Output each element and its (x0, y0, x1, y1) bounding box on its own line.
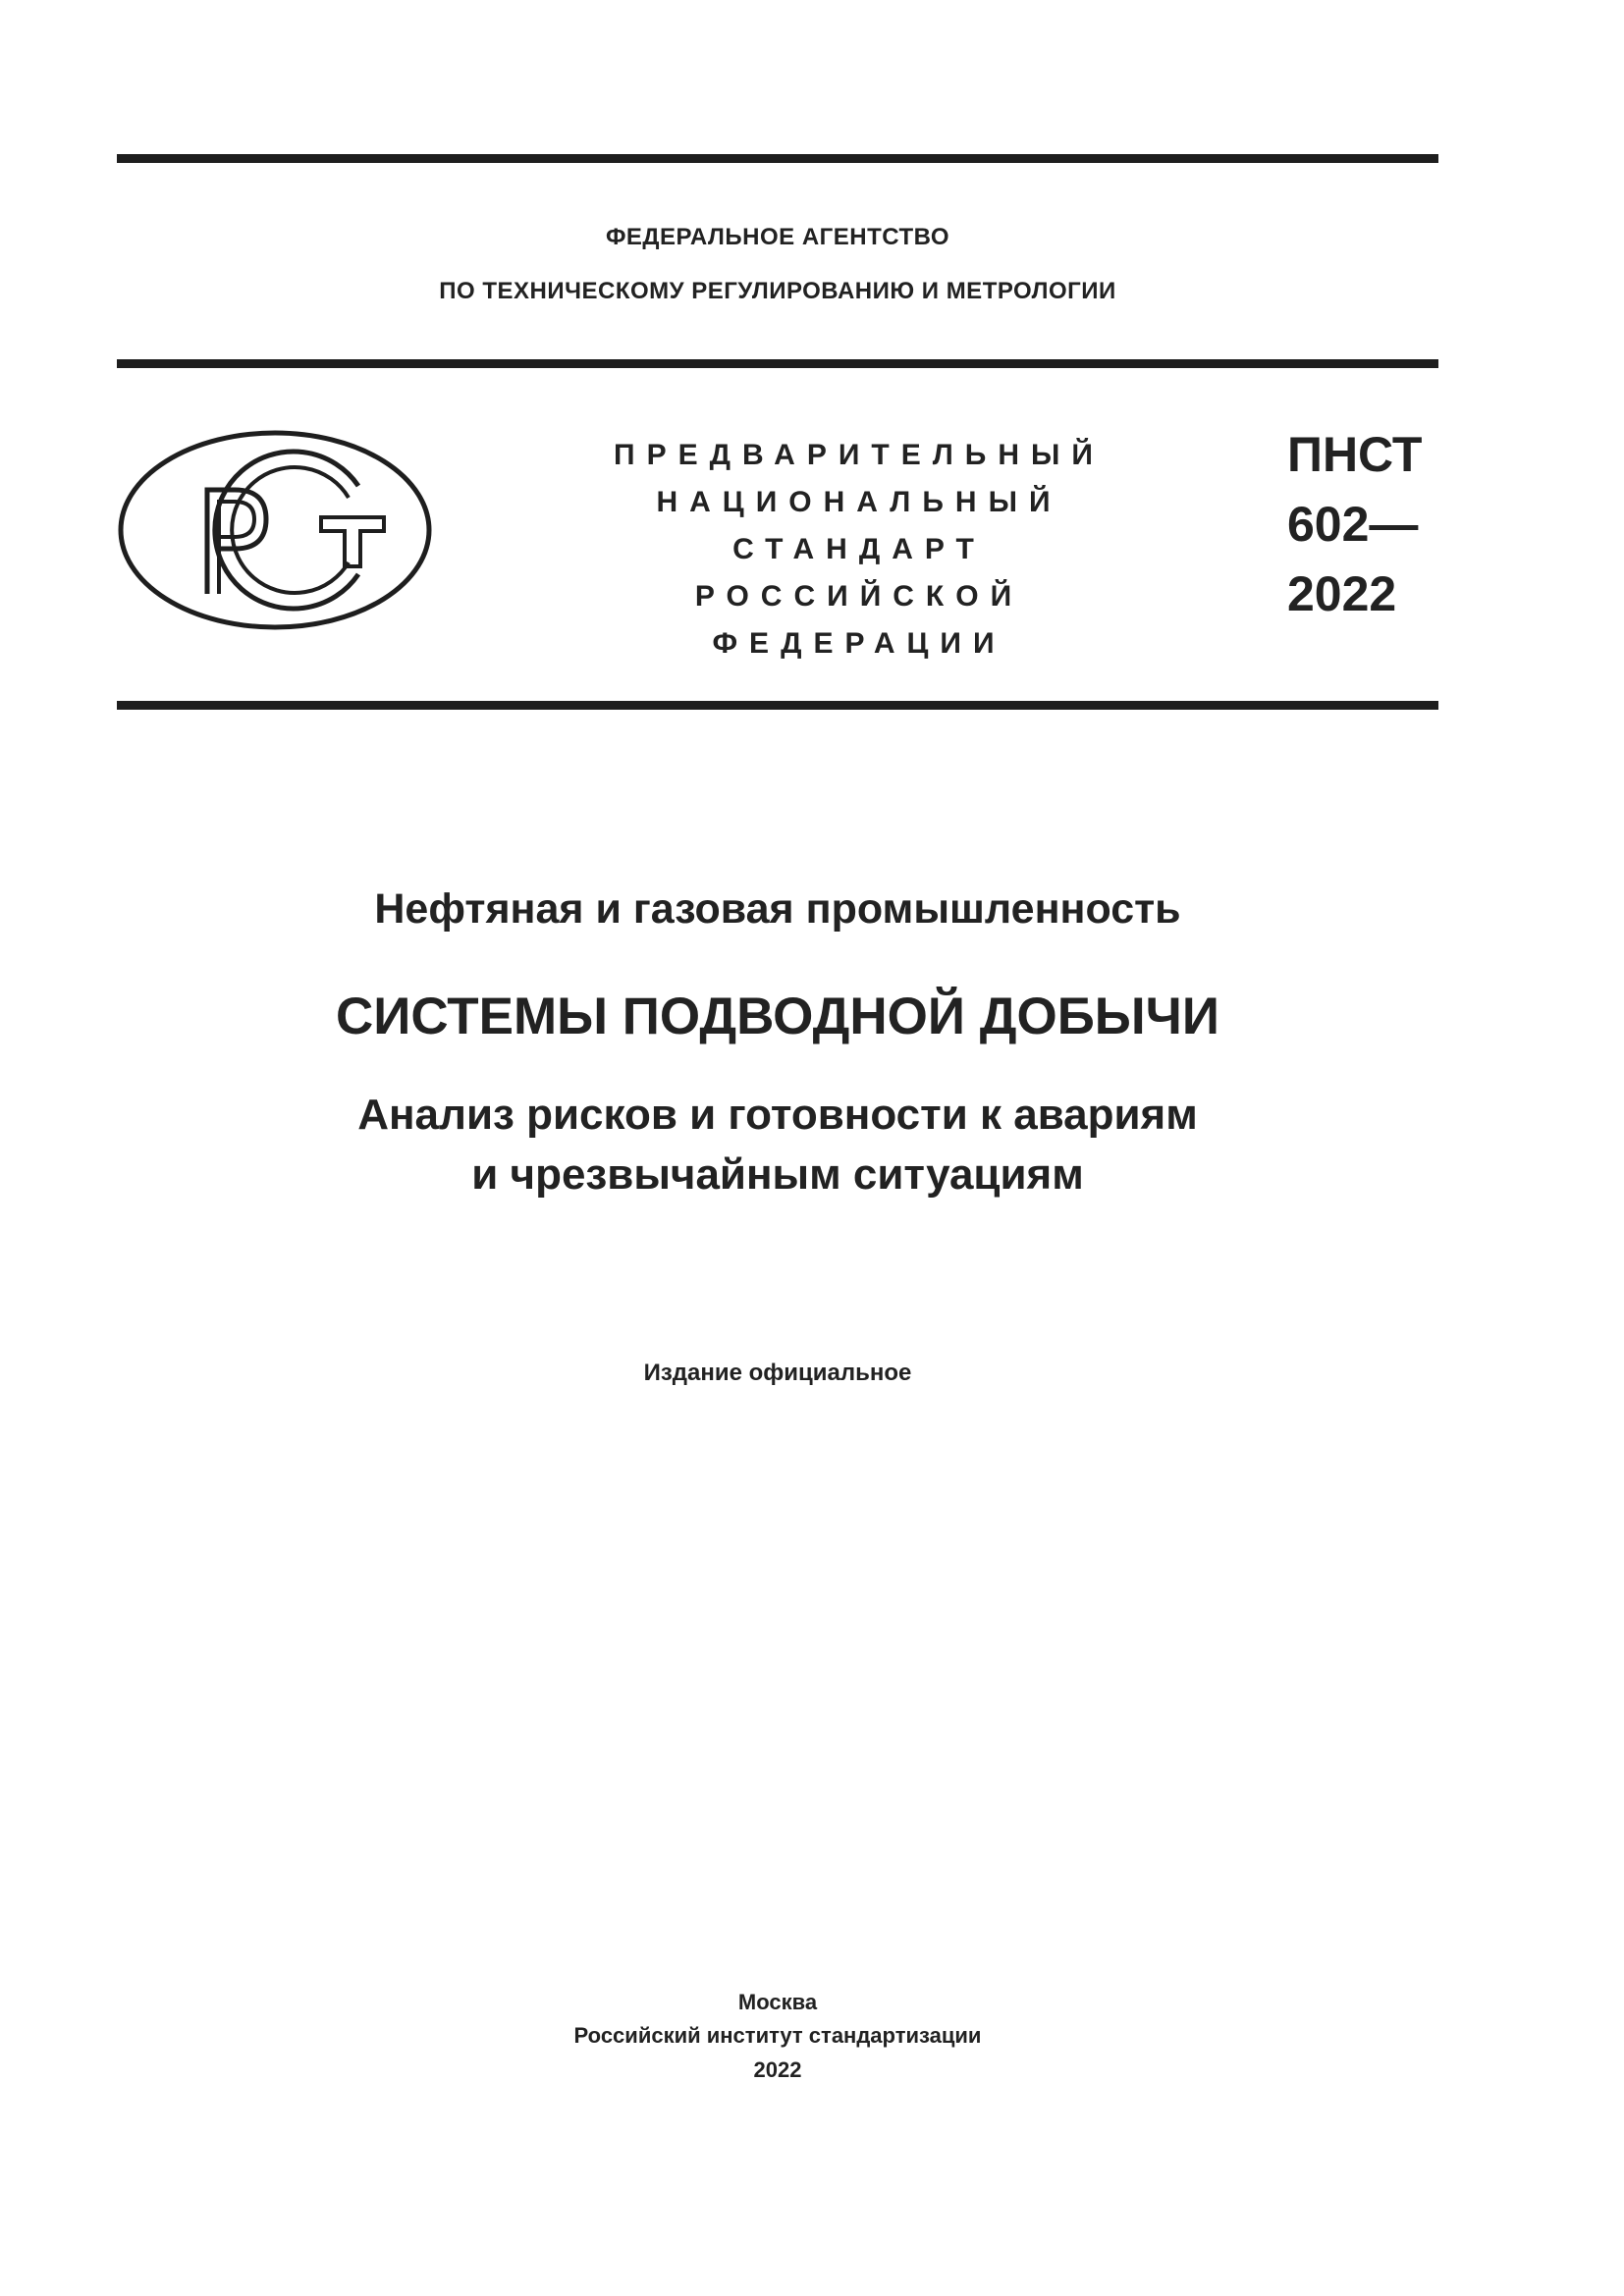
agency-name-line-2: ПО ТЕХНИЧЕСКОМУ РЕГУЛИРОВАНИЮ И МЕТРОЛОГИИ (439, 278, 1116, 304)
header-rule (117, 359, 1438, 368)
standard-type-line: ПРЕДВАРИТЕЛЬНЫЙ (614, 439, 1105, 471)
standard-prefix: ПНСТ (1287, 427, 1423, 482)
standard-type-line: РОССИЙСКОЙ (694, 580, 1024, 613)
industry-title: Нефтяная и газовая промышленность (374, 885, 1181, 933)
standard-year: 2022 (1287, 566, 1397, 621)
main-title: СИСТЕМЫ ПОДВОДНОЙ ДОБЫЧИ (335, 988, 1220, 1045)
top-rule (117, 154, 1438, 163)
imprint-publisher: Российский институт стандартизации (573, 2023, 982, 2048)
standard-type-line: СТАНДАРТ (732, 533, 986, 565)
standard-type-line: ФЕДЕРАЦИИ (712, 627, 1006, 660)
subtitle-line-2: и чрезвычайным ситуациям (471, 1150, 1084, 1199)
standard-designation (1287, 420, 1422, 629)
standard-type-heading (550, 432, 1168, 667)
imprint-city: Москва (737, 1990, 818, 2014)
edition-note: Издание официальное (643, 1360, 912, 1386)
gost-r-emblem-icon (117, 429, 433, 631)
standard-number: 602— (1287, 497, 1419, 552)
standard-type-line: НАЦИОНАЛЬНЫЙ (656, 486, 1062, 518)
imprint-year: 2022 (753, 2057, 802, 2082)
agency-name-line-1: ФЕДЕРАЛЬНОЕ АГЕНТСТВО (605, 224, 950, 250)
section-rule (117, 701, 1438, 710)
subtitle-line-1: Анализ рисков и готовности к авариям (357, 1091, 1198, 1139)
